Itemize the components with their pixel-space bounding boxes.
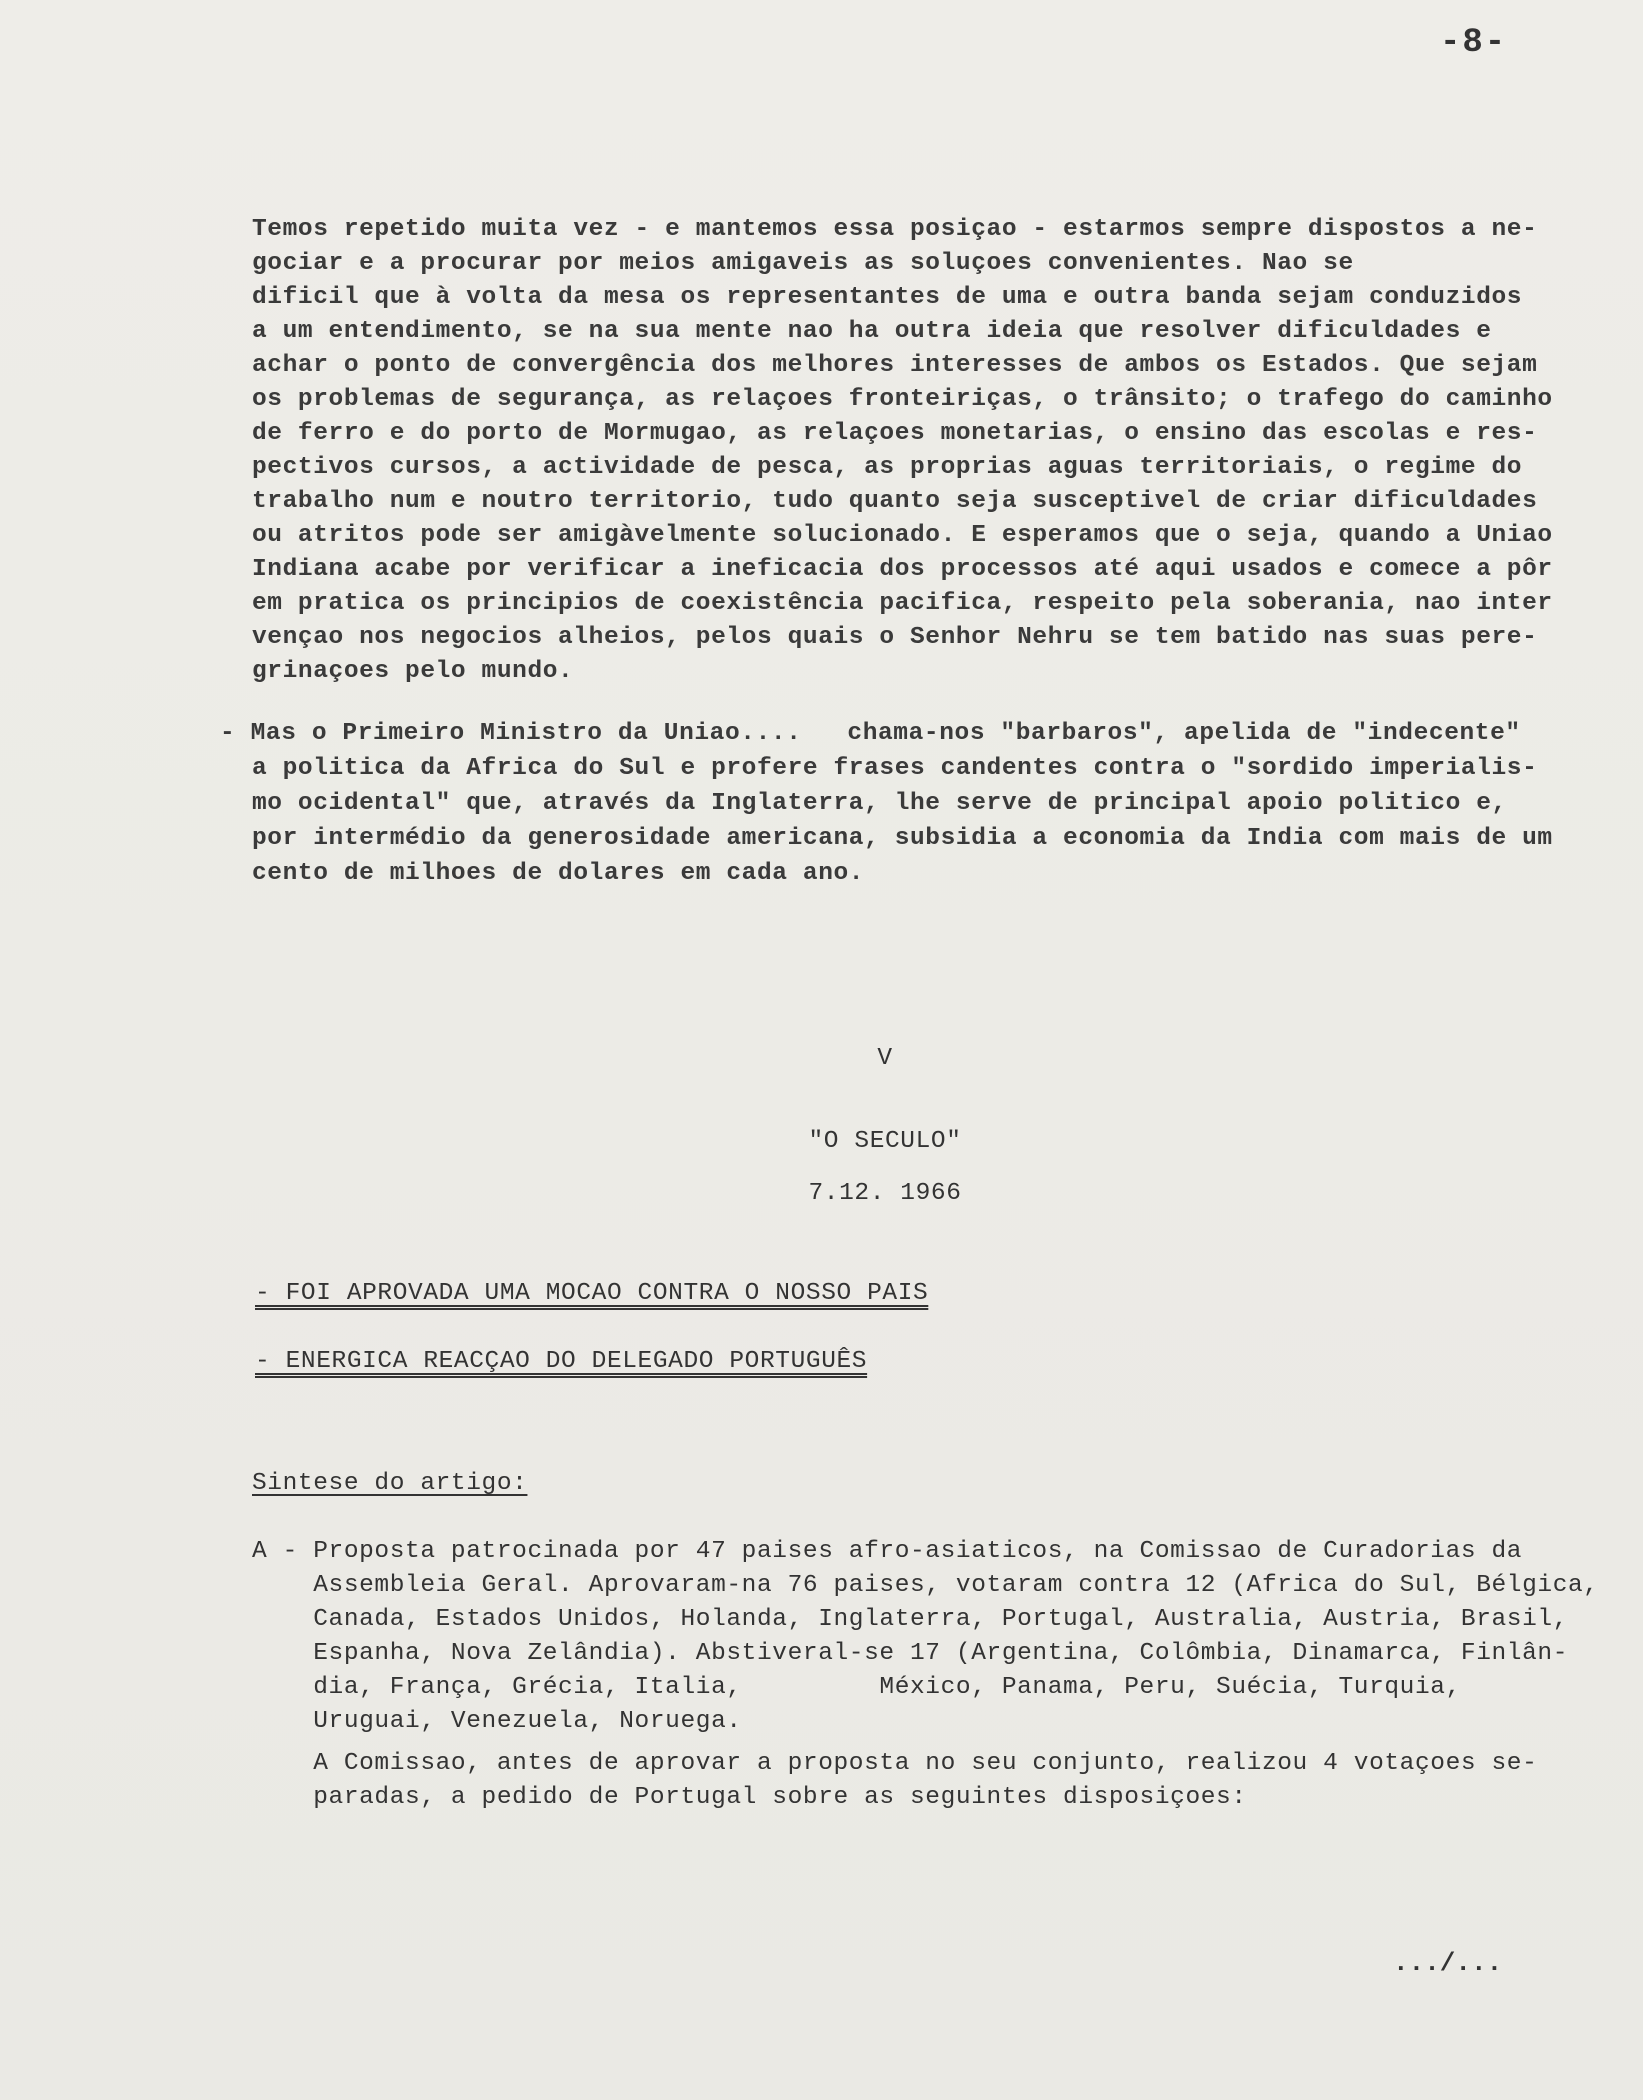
newspaper-name: "O SECULO": [808, 1128, 962, 1155]
text-line: mo ocidental" que, através da Inglaterra, lhe serve de principal apoio politico e,: [252, 790, 1507, 817]
text-line: a um entendimento, se na sua mente nao ha outra ideia que resolver dificuldades e: [252, 318, 1492, 345]
text-line: Uruguai, Venezuela, Noruega.: [252, 1708, 742, 1735]
text-line: A Comissao, antes de aprovar a proposta no seu conjunto, realizou 4 votaçoes se-: [252, 1750, 1538, 1777]
text-line: achar o ponto de convergência dos melhores interesses de ambos os Estados. Que sejam: [252, 352, 1538, 379]
text-line: em pratica os principios de coexistência pacifica, respeito pela soberania, nao inter: [252, 590, 1553, 617]
text-line: - Mas o Primeiro Ministro da Uniao.... chama-nos "barbaros", apelida de "indecente": [220, 720, 1521, 747]
text-line: gociar e a procurar por meios amigaveis as soluçoes convenientes. Nao se: [252, 250, 1354, 277]
text-line: Assembleia Geral. Aprovaram-na 76 paises, votaram contra 12 (Africa do Sul, Bélgica,: [252, 1572, 1599, 1599]
headline-1: - FOI APROVADA UMA MOCAO CONTRA O NOSSO PAIS: [255, 1280, 929, 1307]
text-line: A - Proposta patrocinada por 47 paises afro-asiaticos, na Comissao de Curadorias da: [252, 1538, 1523, 1565]
article-date: 7.12. 1966: [808, 1180, 962, 1207]
text-line: Indiana acabe por verificar a ineficacia dos processos até aqui usados e comece a pôr: [252, 556, 1553, 583]
synthesis-heading: Sintese do artigo:: [252, 1470, 528, 1497]
section-numeral: V: [877, 1045, 893, 1072]
text-line: Temos repetido muita vez - e mantemos essa posiçao - estarmos sempre dispostos a ne-: [252, 216, 1538, 243]
headline-2: - ENERGICA REACÇAO DO DELEGADO PORTUGUÊS: [255, 1348, 868, 1375]
text-line: de ferro e do porto de Mormugao, as relaçoes monetarias, o ensino das escolas e res-: [252, 420, 1538, 447]
page-number: -8-: [1440, 24, 1508, 62]
text-line: grinaçoes pelo mundo.: [252, 658, 574, 685]
text-line: cento de milhoes de dolares em cada ano.: [252, 860, 865, 887]
continuation-mark: .../...: [1393, 1948, 1503, 1978]
text-line: os problemas de segurança, as relaçoes fronteiriças, o trânsito; o trafego do caminho: [252, 386, 1553, 413]
text-line: vençao nos negocios alheios, pelos quais o Senhor Nehru se tem batido nas suas pere-: [252, 624, 1538, 651]
text-line: trabalho num e noutro territorio, tudo quanto seja susceptivel de criar dificuldades: [252, 488, 1538, 515]
text-line: dificil que à volta da mesa os representantes de uma e outra banda sejam conduzidos: [252, 284, 1523, 311]
text-line: paradas, a pedido de Portugal sobre as seguintes disposiçoes:: [252, 1784, 1247, 1811]
text-line: dia, França, Grécia, Italia, México, Panama, Peru, Suécia, Turquia,: [252, 1674, 1461, 1701]
text-line: ou atritos pode ser amigàvelmente solucionado. E esperamos que o seja, quando a Uniao: [252, 522, 1553, 549]
text-line: por intermédio da generosidade americana, subsidia a economia da India com mais de um: [252, 825, 1553, 852]
text-line: pectivos cursos, a actividade de pesca, as proprias aguas territoriais, o regime do: [252, 454, 1523, 481]
text-line: Canada, Estados Unidos, Holanda, Inglaterra, Portugal, Australia, Austria, Brasil,: [252, 1606, 1569, 1633]
text-line: Espanha, Nova Zelândia). Abstiveral-se 17 (Argentina, Colômbia, Dinamarca, Finlân-: [252, 1640, 1569, 1667]
text-line: a politica da Africa do Sul e profere frases candentes contra o "sordido imperialis-: [252, 755, 1538, 782]
